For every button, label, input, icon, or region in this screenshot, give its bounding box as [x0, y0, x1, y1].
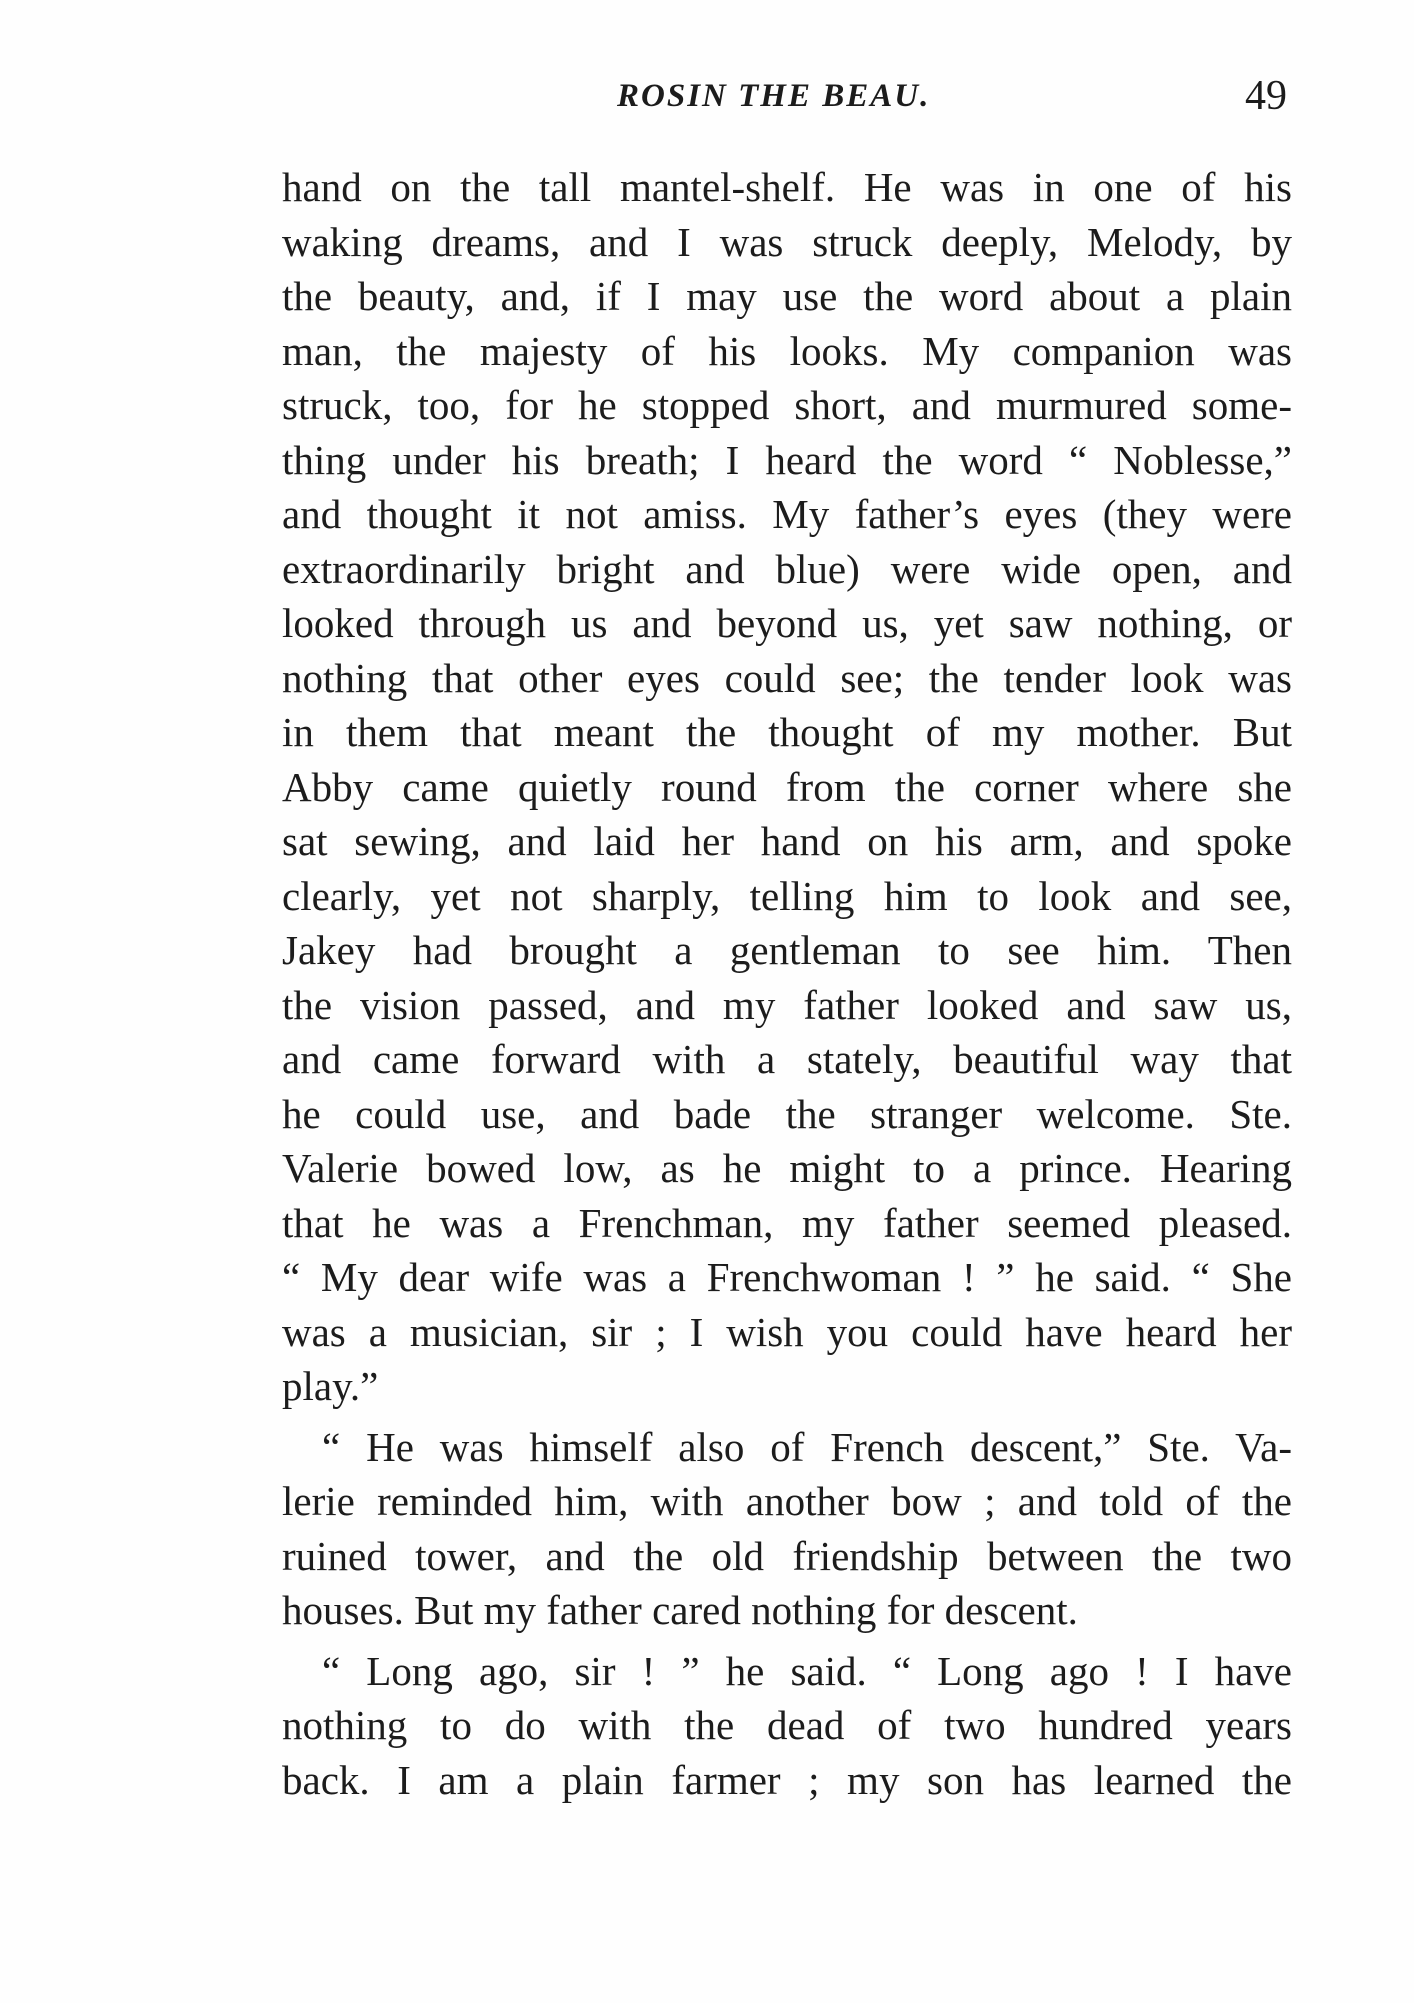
- running-head: [282, 72, 1292, 132]
- text-line: play.”: [282, 1363, 379, 1409]
- text-line: back. I am a plain farmer ; my son has learned the: [282, 1756, 1292, 1803]
- paragraph: [282, 160, 1292, 1414]
- text-line: he could use, and bade the stranger welcome. Ste.: [282, 1090, 1292, 1137]
- paragraph: [282, 1644, 1292, 1808]
- text-line: man, the majesty of his looks. My companion was: [282, 327, 1292, 374]
- text-line: sat sewing, and laid her hand on his arm, and spoke: [282, 818, 1292, 864]
- text-line: lerie reminded him, with another bow ; and told of the: [282, 1478, 1292, 1524]
- text-line: that he was a Frenchman, my father seemed pleased.: [282, 1199, 1292, 1246]
- text-line: struck, too, for he stopped short, and murmured some-: [282, 382, 1292, 428]
- text-line: looked through us and beyond us, yet saw nothing, or: [282, 600, 1292, 646]
- text-line: “ He was himself also of French descent,” Ste. Va-: [322, 1423, 1292, 1470]
- text-line: nothing that other eyes could see; the tender look was: [282, 654, 1292, 701]
- text-line: and thought it not amiss. My father’s eyes (they were: [282, 491, 1292, 537]
- text-line: the vision passed, and my father looked and saw us,: [282, 981, 1292, 1028]
- text-line: thing under his breath; I heard the word “ Noblesse,”: [282, 436, 1292, 483]
- text-line: clearly, yet not sharply, telling him to look and see,: [282, 872, 1292, 919]
- text-line: extraordinarily bright and blue) were wide open, and: [282, 545, 1292, 592]
- page-number: 49: [1245, 73, 1287, 119]
- text-line: Valerie bowed low, as he might to a prince. Hearing: [282, 1145, 1292, 1191]
- text-line: and came forward with a stately, beautiful way that: [282, 1036, 1292, 1082]
- text-line: Abby came quietly round from the corner where she: [282, 763, 1292, 810]
- text-line: ruined tower, and the old friendship between the two: [282, 1532, 1292, 1579]
- body-text: [282, 160, 1292, 1807]
- text-line: Jakey had brought a gentleman to see him. Then: [282, 927, 1292, 973]
- text-line: waking dreams, and I was struck deeply, Melody, by: [282, 218, 1292, 265]
- text-line: in them that meant the thought of my mother. But: [282, 709, 1292, 755]
- text-line: “ My dear wife was a Frenchwoman ! ” he said. “ She: [282, 1254, 1292, 1300]
- text-line: the beauty, and, if I may use the word about a plain: [282, 273, 1292, 319]
- text-line: nothing to do with the dead of two hundred years: [282, 1702, 1292, 1748]
- text-line: was a musician, sir ; I wish you could have heard her: [282, 1308, 1292, 1355]
- text-line: hand on the tall mantel-shelf. He was in one of his: [282, 164, 1292, 210]
- text-line: “ Long ago, sir ! ” he said. “ Long ago ! I have: [322, 1647, 1292, 1694]
- paragraph: [282, 1420, 1292, 1638]
- running-title: ROSIN THE BEAU.: [617, 78, 931, 114]
- text-line: houses. But my father cared nothing for descent.: [282, 1587, 1078, 1633]
